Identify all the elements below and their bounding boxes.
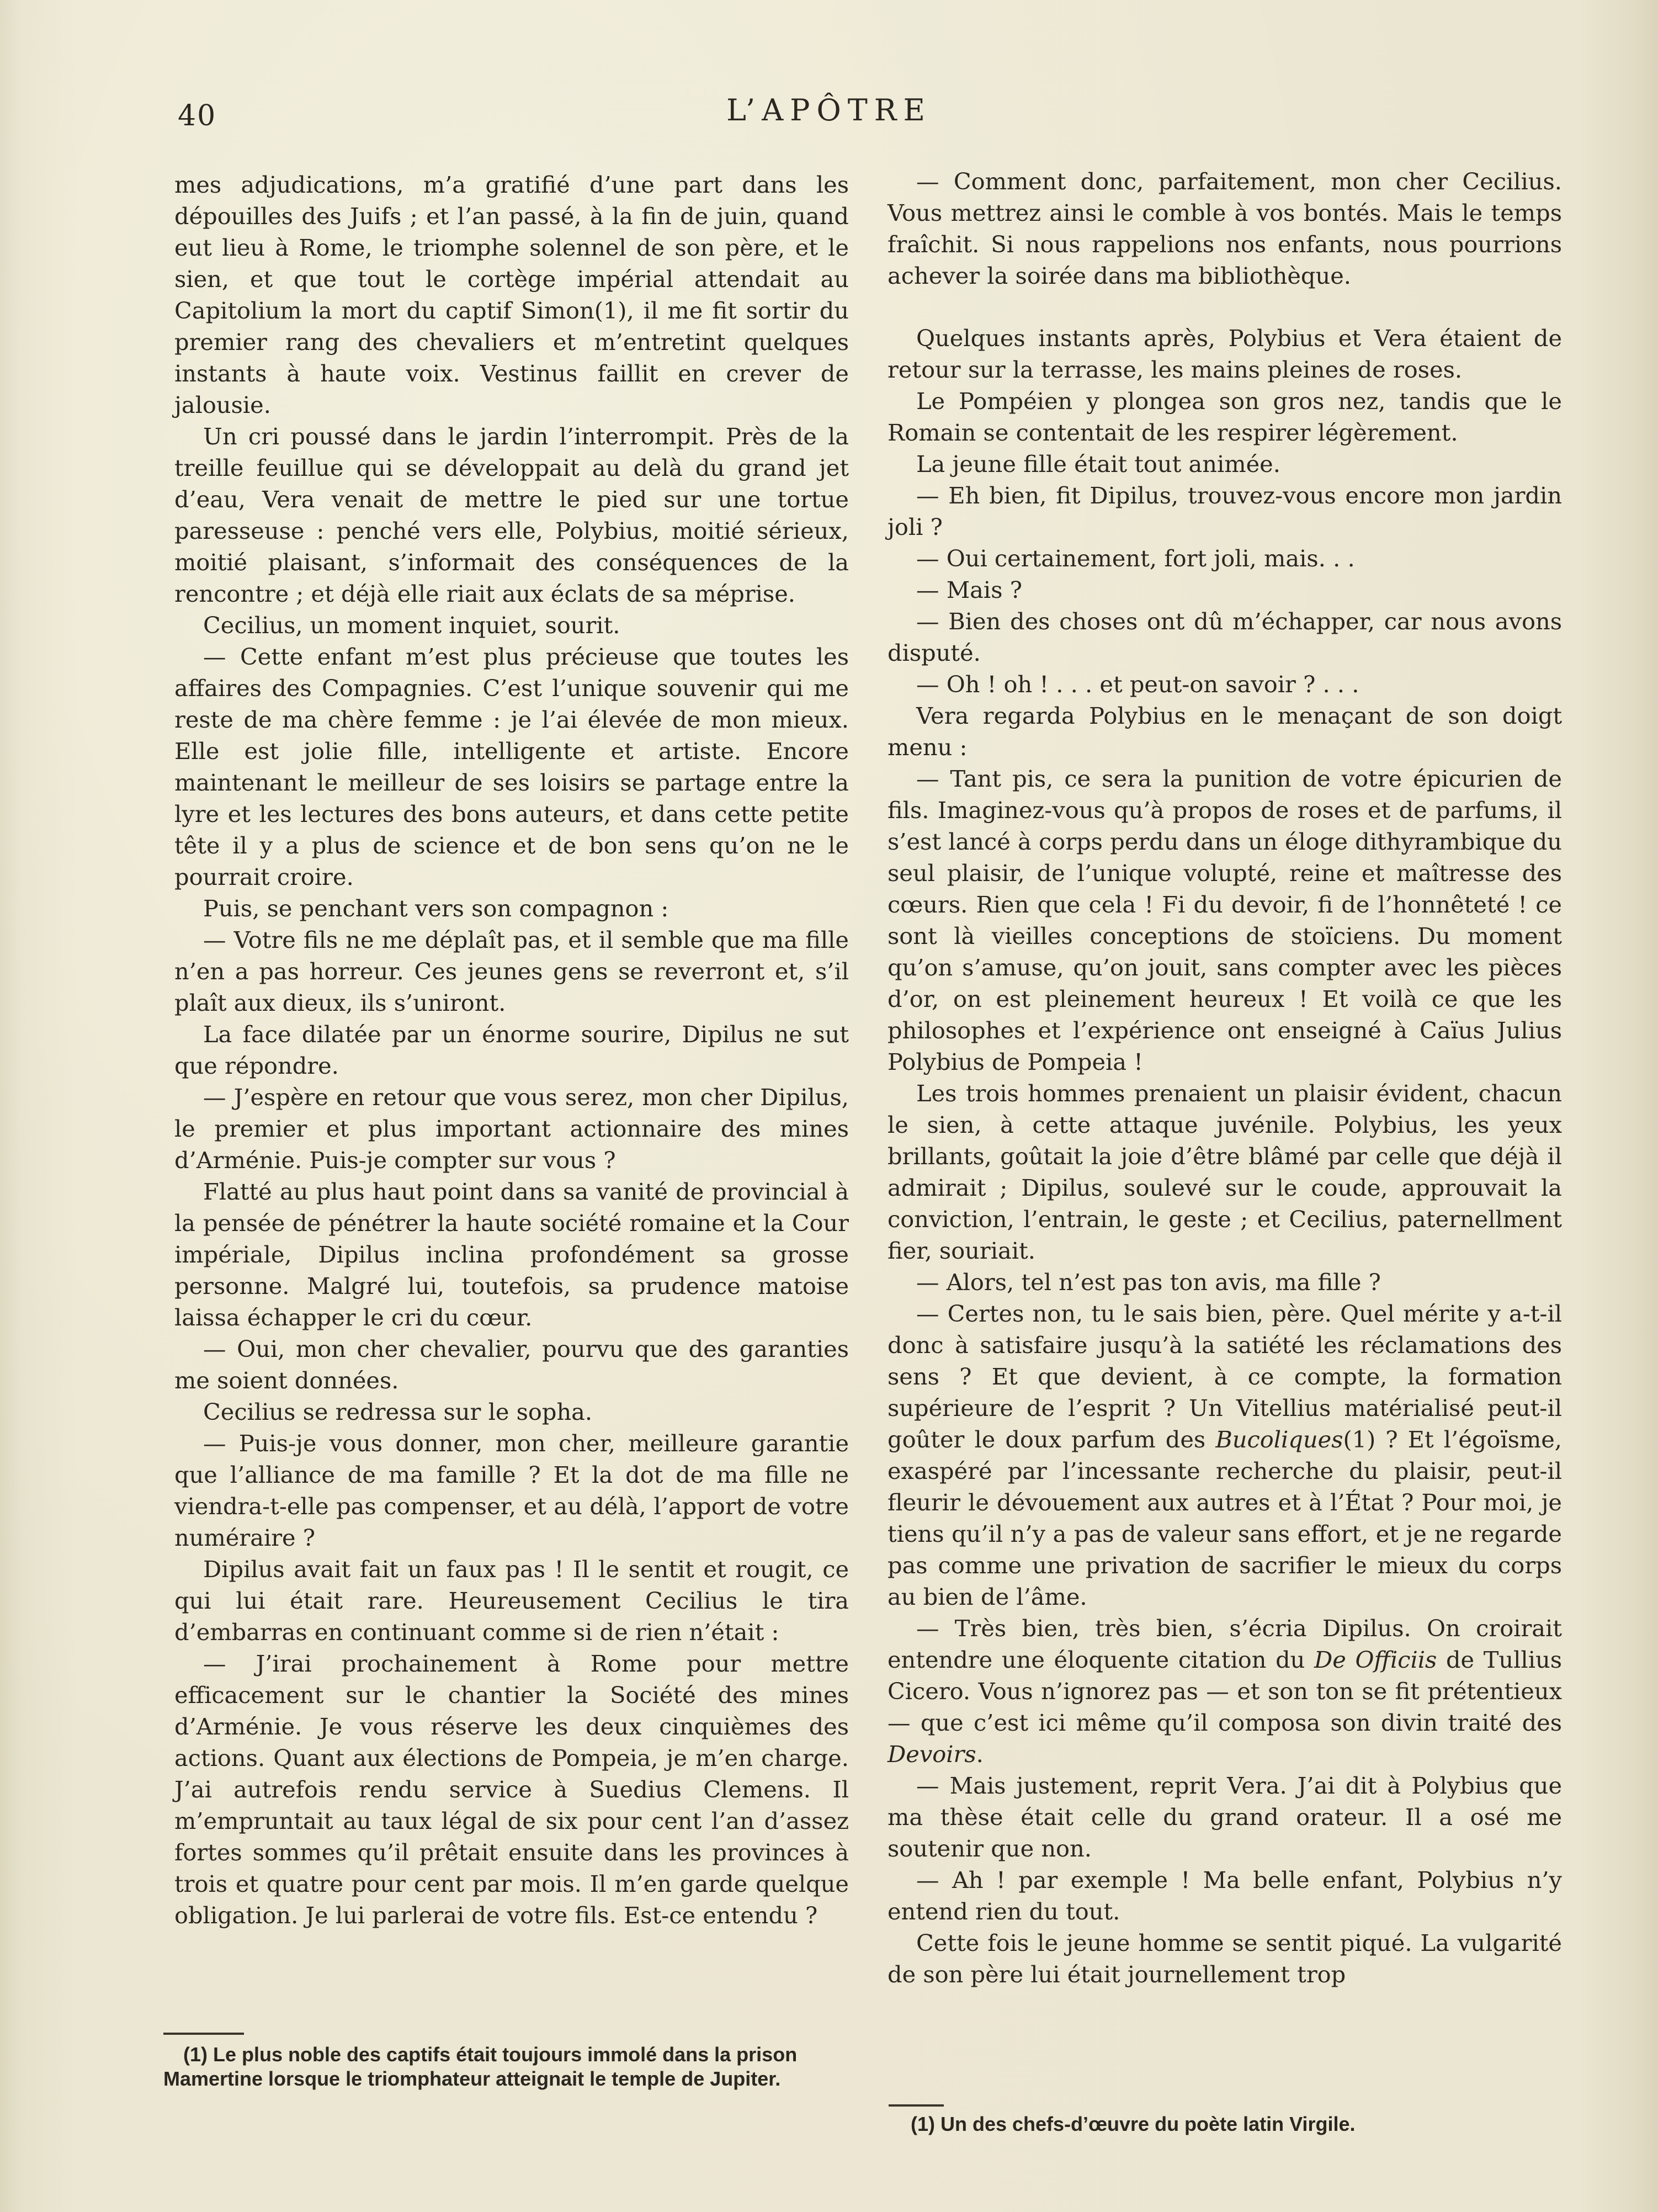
footnote-right (911, 2112, 1628, 2136)
paragraph (888, 1298, 1562, 1612)
paragraph: Les trois hommes prenaient un plaisir évident, chacun le sien, à cette attaque juvénile. Polybius, les yeux brillants, goûtait la joie d’être blâmé par celle que déjà il admirait ; Dipilus, soulevé sur le coude, approuvait la conviction, l’entrain, le geste ; et Cecilius, paternellment fier, souriait. (888, 1080, 1562, 1264)
paragraph: — Oui, mon cher chevalier, pourvu que des garanties me soient données. (174, 1335, 849, 1394)
paragraph: — Alors, tel n’est pas ton avis, ma fille ? (916, 1269, 1381, 1296)
paragraph: La jeune fille était tout animée. (916, 450, 1280, 478)
paragraph: — Puis-je vous donner, mon cher, meilleure garantie que l’alliance de ma famille ? Et la dot de ma fille ne viendra-t-elle pas compenser, et au délà, l’apport de votre numéraire ? (174, 1430, 849, 1551)
paragraph: — Oui certainement, fort joli, mais. . . (916, 545, 1355, 572)
book-title-bucoliques: Bucoliques (1215, 1426, 1343, 1453)
paragraph: Cecilius se redressa sur le sopha. (203, 1398, 593, 1425)
paragraph: Cecilius, un moment inquiet, sourit. (203, 612, 620, 639)
paragraph: Quelques instants après, Polybius et Vera étaient de retour sur la terrasse, les mains pleines de roses. (888, 325, 1562, 383)
footnote-rule (889, 2104, 944, 2107)
paragraph: — Eh bien, fit Dipilus, trouvez-vous encore mon jardin joli ? (888, 482, 1562, 540)
paragraph: Un cri poussé dans le jardin l’interrompit. Près de la treille feuillue qui se développait au delà du grand jet d’eau, Vera venait de mettre le pied sur une tortue paresseuse : penché vers elle, Polybius, moitié sérieux, moitié plaisant, s’informait des conséquences de la rencontre ; et déjà elle riait aux éclats de sa méprise. (174, 423, 849, 607)
paragraph: — Mais ? (916, 576, 1022, 603)
paragraph: — J’espère en retour que vous serez, mon cher Dipilus, le premier et plus important actionnaire des mines d’Arménie. Puis-je compter sur vous ? (174, 1084, 849, 1174)
running-title: L’APÔTRE (726, 93, 932, 128)
paragraph: Puis, se penchant vers son compagnon : (203, 895, 669, 922)
paragraph: — Mais justement, reprit Vera. J’ai dit à Polybius que ma thèse était celle du grand orateur. Il a osé me soutenir que non. (888, 1772, 1562, 1862)
paragraph-text: de Tullius Cicero. Vous n’ignorez pas — et son ton se fit prétentieux — que c’est ici même qu’il composa son divin traité des (888, 1646, 1562, 1736)
paragraph: mes adjudications, m’a gratifié d’une part dans les dépouilles des Juifs ; et l’an passé, à la fin de juin, quand eut lieu à Rome, le triomphe solennel de son père, et le sien, et que tout le cortège impérial attendait au Capitolium la mort du captif Simon(1), il me fit sortir du premier rang des chevaliers et m’entretint quelques instants à haute voix. Vestinus faillit en crever de jalousie. (174, 171, 849, 418)
paragraph: Vera regarda Polybius en le menaçant de son doigt menu : (888, 702, 1562, 761)
footnote-text: (1) Le plus noble des captifs était toujours immolé dans la prison Mamertine lorsque le triomphateur atteignait le temple de Jupiter. (163, 2043, 798, 2090)
page-number: 40 (178, 99, 217, 132)
paragraph-text: (1) ? Et l’égoïsme, exaspéré par l’incessante recherche du plaisir, peut-il fleurir le dévouement aux autres et à l’État ? Pour moi, je tiens qu’il n’y a pas de valeur sans effort, et je ne regarde pas comme une privation de sacrifier le mieux du corps au bien de l’âme. (888, 1426, 1562, 1610)
paragraph (888, 1612, 1562, 1770)
paragraph: Dipilus avait fait un faux pas ! Il le sentit et rougit, ce qui lui était rare. Heureusement Cecilius le tira d’embarras en continuant comme si de rien n’était : (174, 1556, 849, 1646)
book-title-de-officiis: De Officiis (1314, 1646, 1437, 1673)
footnote-left (163, 2043, 842, 2091)
paragraph: — Votre fils ne me déplaît pas, et il semble que ma fille n’en a pas horreur. Ces jeunes gens se reverront et, s’il plaît aux dieux, ils s’uniront. (174, 926, 849, 1016)
footnote-rule (163, 2033, 244, 2035)
paragraph: — J’irai prochainement à Rome pour mettre efficacement sur le chantier la Société des mines d’Arménie. Je vous réserve les deux cinquièmes des actions. Quant aux élections de Pompeia, je m’en charge. J’ai autrefois rendu service à Suedius Clemens. Il m’empruntait au taux légal de six pour cent l’an d’assez fortes sommes qu’il prêtait ensuite dans les provinces à trois et quatre pour cent par mois. Il m’en garde quelque obligation. Je lui parlerai de votre fils. Est-ce entendu ? (174, 1650, 849, 1929)
footnote-text: (1) Un des chefs-d’œuvre du poète latin Virgile. (911, 2113, 1356, 2135)
paragraph-text: — Très bien, très bien, s’écria Dipilus. On croirait entendre une éloquente citation du (888, 1615, 1562, 1673)
paragraph: La face dilatée par un énorme sourire, Dipilus ne sut que répondre. (174, 1021, 849, 1079)
paragraph: — Bien des choses ont dû m’échapper, car nous avons disputé. (888, 608, 1562, 666)
left-column (174, 169, 849, 1931)
paragraph: — Cette enfant m’est plus précieuse que toutes les affaires des Compagnies. C’est l’unique souvenir qui me reste de ma chère femme : je l’ai élevée de mon mieux. Elle est jolie fille, intelligente et artiste. Encore maintenant le meilleur de ses loisirs se partage entre la lyre et les lectures des bons auteurs, et dans cette petite tête il y a plus de science et de bon sens qu’on ne le pourrait croire. (174, 643, 849, 890)
paragraph: — Ah ! par exemple ! Ma belle enfant, Polybius n’y entend rien du tout. (888, 1866, 1562, 1925)
paragraph: — Comment donc, parfaitement, mon cher Cecilius. Vous mettrez ainsi le comble à vos bontés. Mais le temps fraîchit. Si nous rappelions nos enfants, nous pourrions achever la soirée dans ma bibliothèque. (888, 168, 1562, 289)
paragraph: Le Pompéien y plongea son gros nez, tandis que le Romain se contentait de les respirer légèrement. (888, 388, 1562, 446)
paragraph: — Tant pis, ce sera la punition de votre épicurien de fils. Imaginez-vous qu’à propos de roses et de parfums, il s’est lancé à corps perdu dans un éloge dithyrambique du seul plaisir, de l’unique volupté, reine et maîtresse des cœurs. Rien que cela ! Fi du devoir, fi de l’honnêteté ! ce sont là vieilles conceptions de stoïciens. Du moment qu’on s’amuse, qu’on jouit, sans compter avec les pièces d’or, on est pleinement heureux ! Et voilà ce que les philosophes et l’expérience ont enseigné à Caïus Julius Polybius de Pompeia ! (888, 765, 1562, 1075)
paragraph: — Oh ! oh ! . . . et peut-on savoir ? . . . (916, 671, 1359, 698)
book-title-devoirs: Devoirs (888, 1741, 976, 1768)
paragraph-text: . (976, 1741, 984, 1768)
paragraph: Flatté au plus haut point dans sa vanité de provincial à la pensée de pénétrer la haute société romaine et la Cour impériale, Dipilus inclina profondément sa grosse personne. Malgré lui, toutefois, sa prudence matoise laissa échapper le cri du cœur. (174, 1178, 849, 1331)
paragraph: Cette fois le jeune homme se sentit piqué. La vulgarité de son père lui était journellement trop (888, 1929, 1562, 1988)
right-column (888, 166, 1562, 1990)
paragraph-text: — Certes non, tu le sais bien, père. Quel mérite y a-t-il donc à satisfaire jusqu’à la satiété les réclamations des sens ? Et que devient, à ce compte, la formation supérieure de l’esprit ? Un Vitellius matérialisé peut-il goûter le doux parfum des (888, 1300, 1562, 1453)
